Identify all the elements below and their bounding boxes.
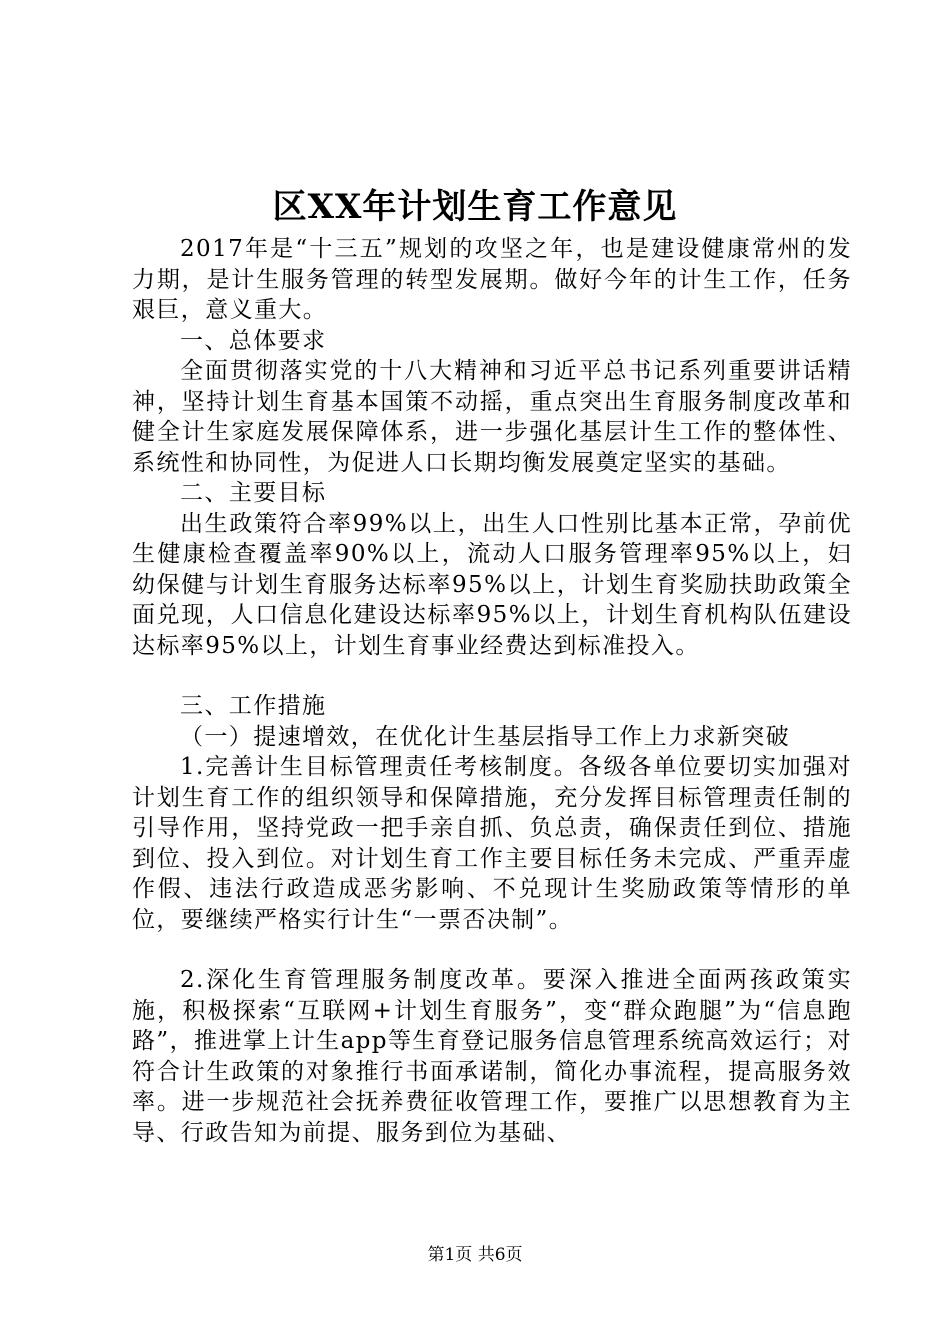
section-heading-main-goals: 二、主要目标 [180, 480, 327, 506]
measure-1-paragraph: 1.完善计生目标管理责任考核制度。各级各单位要切实加强对计划生育工作的组织领导和保障措施，充分发挥目标管理责任制的引导作用，坚持党政一把手亲自抓、负总责，确保责任到位、措施到位、投入到位。对计划生育工作主要目标任务未完成、严重弄虚作假、违法行政造成恶劣影响、不兑现计生奖励政策等情形的单位，要继续严格实行计生“一票否决制”。 [132, 754, 852, 933]
paragraph-spacer [132, 935, 852, 965]
section-heading-overall-requirements: 一、总体要求 [180, 327, 327, 354]
document-body [132, 234, 852, 1148]
subsection-heading-one: （一）提速增效，在优化计生基层指导工作上力求新突破 [180, 723, 790, 750]
section-heading-work-measures: 三、工作措施 [180, 693, 327, 719]
intro-paragraph: 2017年是“十三五”规划的攻坚之年，也是建设健康常州的发力期，是计生服务管理的转型发展期。做好今年的计生工作，任务艰巨，意义重大。 [132, 236, 852, 323]
main-goals-paragraph: 出生政策符合率99%以上，出生人口性别比基本正常，孕前优生健康检查覆盖率90%以上，流动人口服务管理率95%以上，妇幼保健与计划生育服务达标率95%以上，计划生育奖励扶助政策全面兑现，人口信息化建设达标率95%以上，计划生育机构队伍建设达标率95%以上，计划生育事业经费达到标准投入。 [132, 510, 852, 659]
page-footer: 第1页 共6页 [427, 1245, 523, 1265]
measure-2-paragraph: 2.深化生育管理服务制度改革。要深入推进全面两孩政策实施，积极探索“互联网+计划生育服务”，变“群众跑腿”为“信息跑路”，推进掌上计生app等生育登记服务信息管理系统高效运行；对符合计生政策的对象推行书面承诺制，简化办事流程，提高服务效率。进一步规范社会抚养费征收管理工作，要推广以思想教育为主导、行政告知为前提、服务到位为基础、 [132, 967, 852, 1146]
document-title: 区XX年计划生育工作意见 [272, 187, 678, 227]
paragraph-spacer [132, 661, 852, 691]
overall-requirements-paragraph: 全面贯彻落实党的十八大精神和习近平总书记系列重要讲话精神，坚持计划生育基本国策不动摇，重点突出生育服务制度改革和健全计生家庭发展保障体系，进一步强化基层计生工作的整体性、系统性和协同性，为促进人口长期均衡发展奠定坚实的基础。 [132, 358, 852, 476]
